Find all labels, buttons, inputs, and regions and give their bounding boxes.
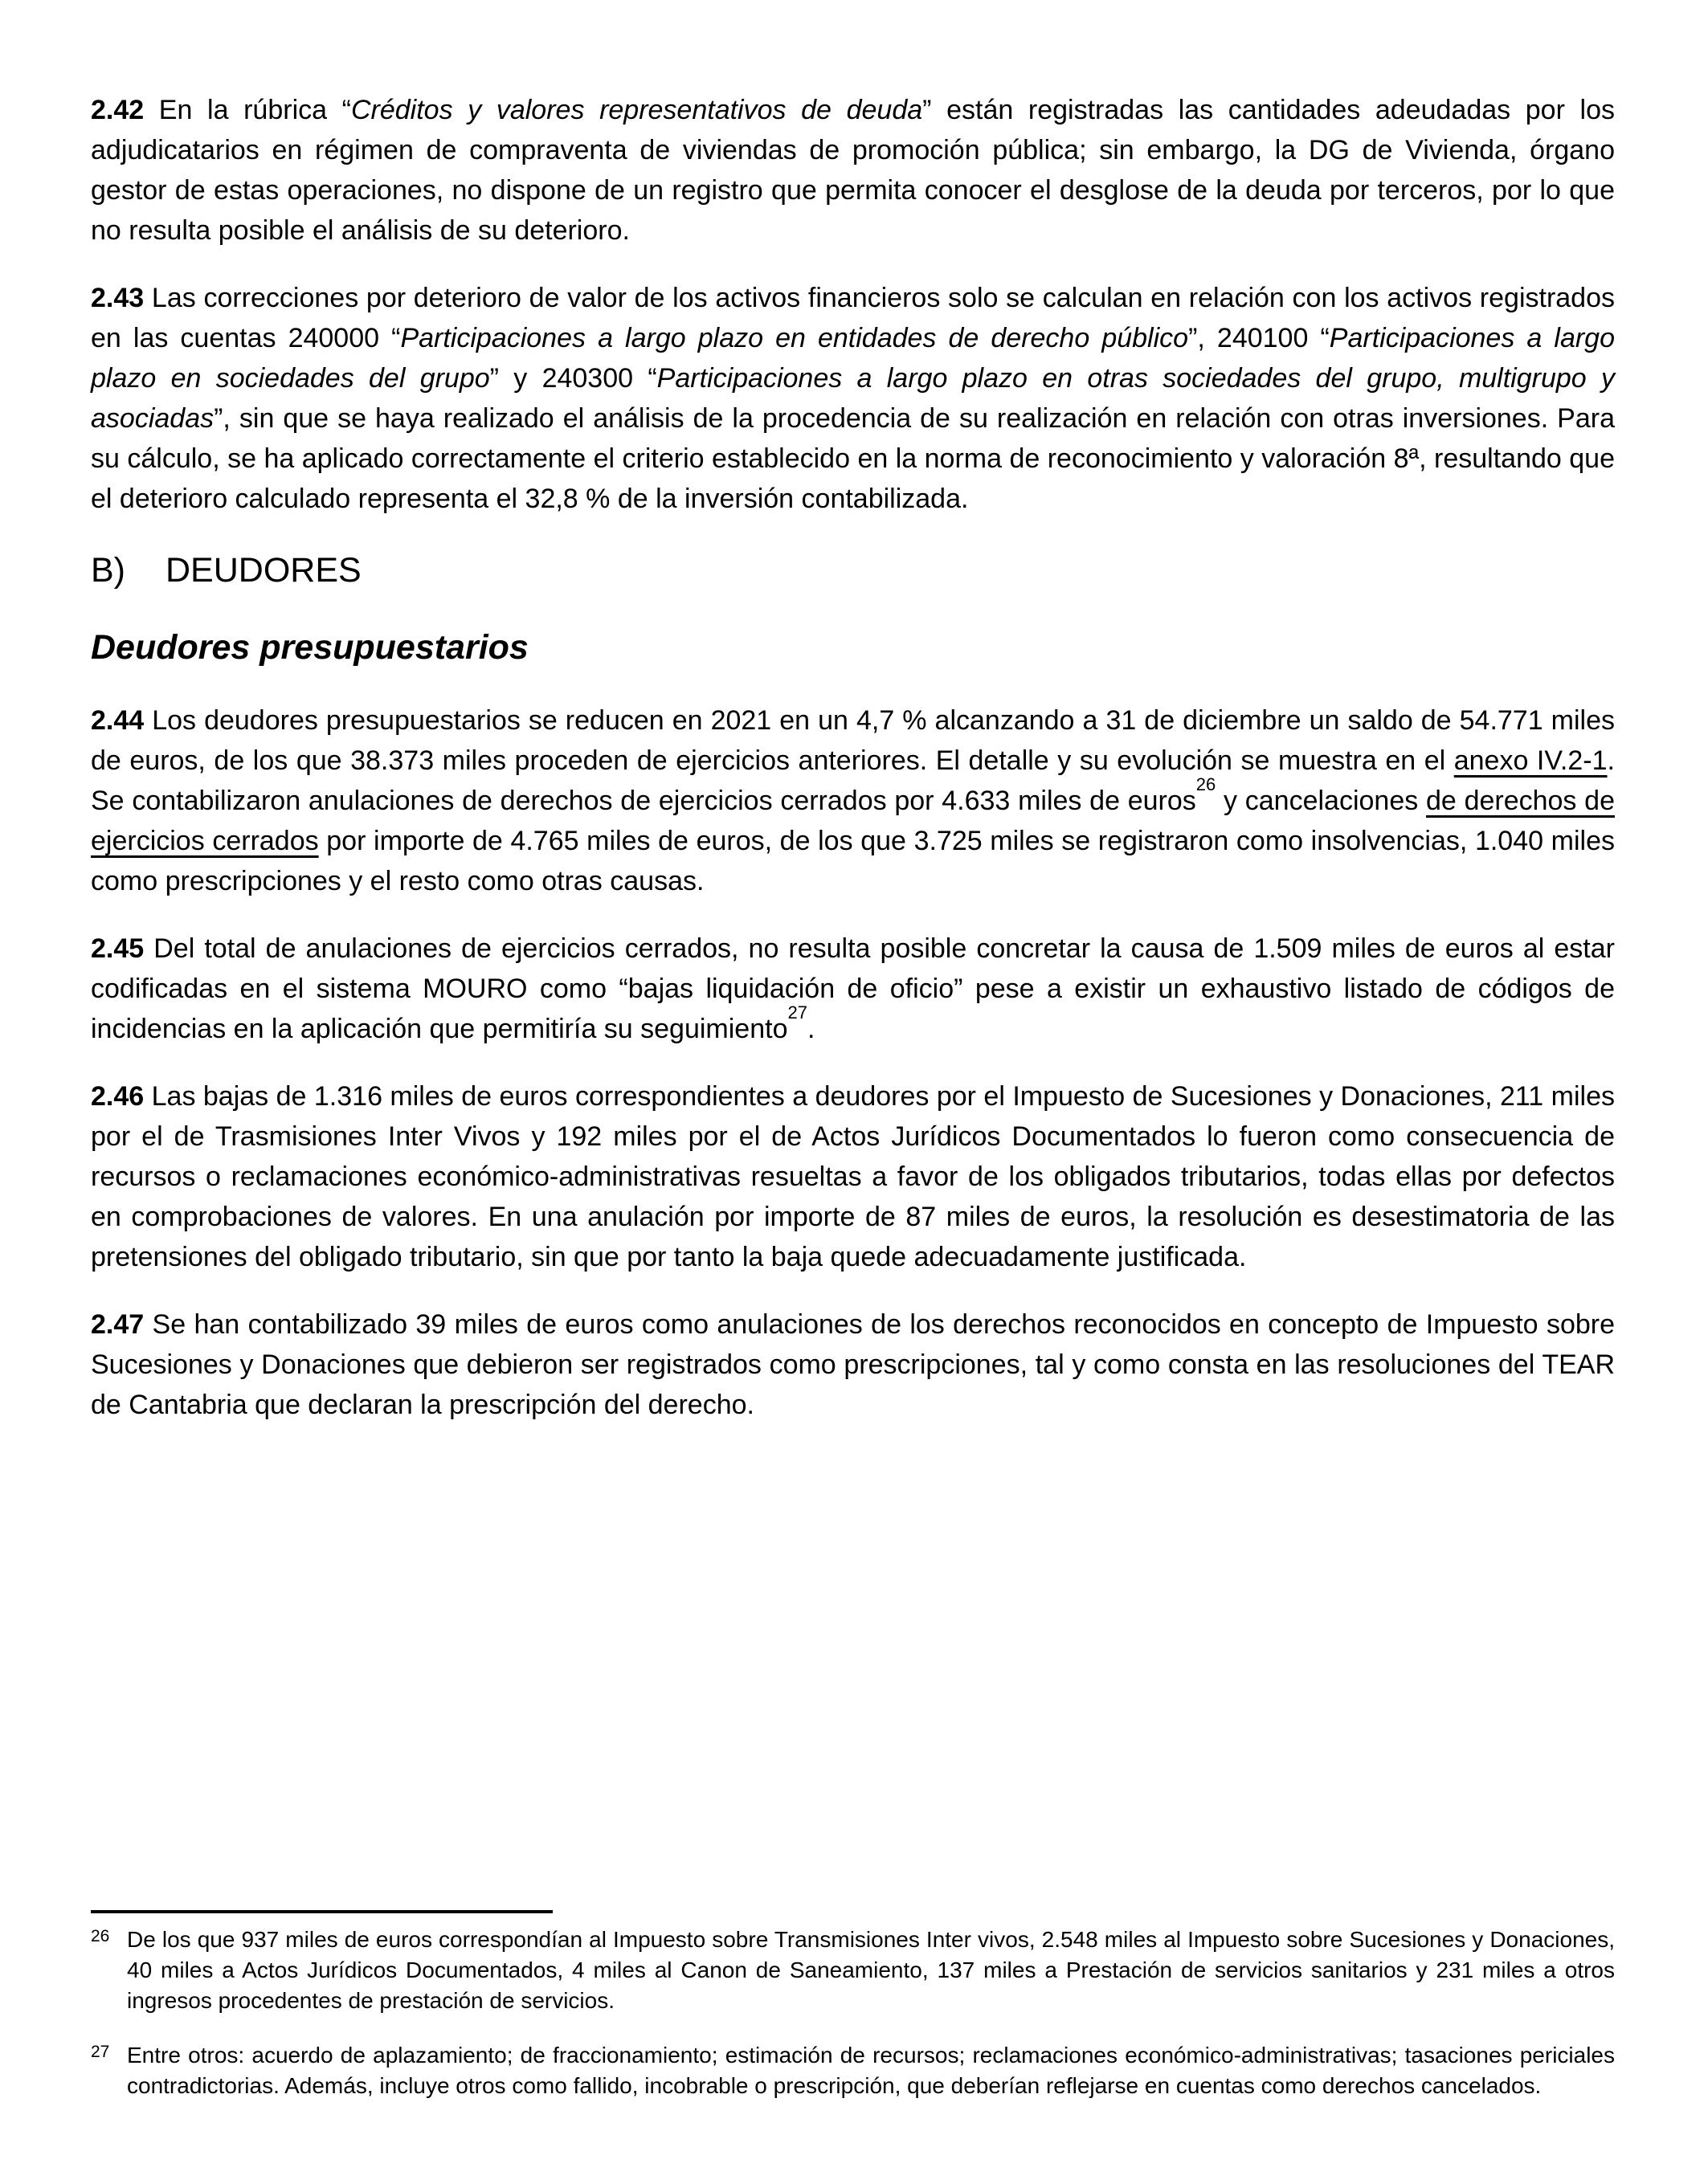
footnote-ref-26: 26 [1195, 774, 1216, 794]
footnote-26 [91, 1925, 1615, 2016]
footnote-marker-27: 27 [91, 2043, 110, 2061]
text-segment: ” están registradas las cantidades adeudadas por los adjudicatarios en régimen de compraventa de viviendas de promoción pública; sin embargo, la DG de Vivienda, órgano gestor de estas operaciones, no dispone de un registro que permita conocer el desglose de la deuda por terceros, por lo que no resulta posible el análisis de su deterioro. [91, 95, 1615, 246]
italic-segment: Participaciones a largo plazo en sociedades del grupo [91, 323, 1615, 394]
paragraph-2-44 [91, 700, 1615, 901]
text-segment: ”, 240100 “ [1188, 323, 1330, 353]
paragraph-number: 2.43 [91, 283, 145, 313]
paragraph-2-46 [91, 1076, 1615, 1277]
paragraph-number: 2.45 [91, 933, 145, 964]
section-letter: B) [91, 551, 125, 590]
footnotes-section [91, 1899, 1615, 2101]
footnote-separator [91, 1910, 553, 1913]
footnote-ref-27: 27 [787, 1002, 807, 1023]
paragraph-number: 2.47 [91, 1309, 145, 1340]
text-segment: . [807, 1014, 815, 1044]
paragraph-2-43 [91, 278, 1615, 519]
text-segment: Las correcciones por deterioro de valor de los activos financieros solo se calculan en relación con los activos registrados en las cuentas 240000 “ [91, 283, 1615, 353]
text-segment: Del total de anulaciones de ejercicios cerrados, no resulta posible concretar la causa de 1.509 miles de euros al estar codificadas en el sistema MOURO como “bajas liquidación de oficio” pese a existir un exhaustivo listado de códigos de incidencias en la aplicación que permitiría su seguimiento [91, 933, 1615, 1044]
text-segment: ”, sin que se haya realizado el análisis de la procedencia de su realización en relación con otras inversiones. Para su cálculo, se ha aplicado correctamente el criterio establecido en la norma de reconocimiento y valoración 8ª, resultando que el deterioro calculado representa el 32,8 % de la inversión contabilizada. [91, 403, 1615, 514]
annex-reference: anexo IV.2-1 [1453, 745, 1608, 776]
paragraph-number: 2.42 [91, 95, 145, 125]
text-segment: y cancelaciones [1216, 786, 1426, 816]
section-title: DEUDORES [165, 551, 362, 590]
paragraph-number: 2.44 [91, 705, 145, 736]
footnote-27 [91, 2040, 1615, 2101]
italic-segment: Créditos y valores representativos de deuda [350, 95, 923, 125]
text-segment: Las bajas de 1.316 miles de euros correspondientes a deudores por el Impuesto de Sucesiones y Donaciones, 211 miles por el de Trasmisiones Inter Vivos y 192 miles por el de Actos Jurídicos Documentados lo fueron como consecuencia de recursos o reclamaciones económico-administrativas resueltas a favor de los obligados tributarios, todas ellas por defectos en comprobaciones de valores. En una anulación por importe de 87 miles de euros, la resolución es desestimatoria de las pretensiones del obligado tributario, sin que por tanto la baja quede adecuadamente justificada. [91, 1081, 1615, 1272]
paragraph-number: 2.46 [91, 1081, 145, 1112]
paragraph-2-47 [91, 1304, 1615, 1425]
footnote-text-26: De los que 937 miles de euros correspondían al Impuesto sobre Transmisiones Inter vivos, 2.548 miles al Impuesto sobre Sucesiones y Donaciones, 40 miles a Actos Jurídicos Documentados, 4 miles al Canon de Saneamiento, 137 miles a Prestación de servicios sanitarios y 231 miles a otros ingresos procedentes de prestación de servicios. [127, 1927, 1615, 2013]
subsection-heading-deudores-presupuestarios: Deudores presupuestarios [91, 628, 529, 667]
footnote-marker-26: 26 [91, 1927, 110, 1945]
text-segment: ” y 240300 “ [489, 363, 657, 394]
italic-segment: Participaciones a largo plazo en entidades de derecho público [400, 323, 1189, 353]
footnote-text-27: Entre otros: acuerdo de aplazamiento; de fraccionamiento; estimación de recursos; reclamaciones económico-administrativas; tasaciones periciales contradictorias. Además, incluye otros como fallido, incobrable o prescripción, que deberían reflejarse en cuentas como derechos cancelados. [127, 2043, 1615, 2098]
section-heading-deudores [91, 546, 1615, 594]
text-segment: Los deudores presupuestarios se reducen en 2021 en un 4,7 % alcanzando a 31 de diciembre un saldo de 54.771 miles de euros, de los que 38.373 miles proceden de ejercicios anteriores. El detalle y su evolución se muestra en el [91, 705, 1615, 776]
paragraph-2-42 [91, 90, 1615, 251]
underlined-segment: de derechos de ejercicios cerrados [91, 786, 1616, 856]
text-segment: En la rúbrica “ [144, 95, 351, 125]
text-segment: por importe de 4.765 miles de euros, de los que 3.725 miles se registraron como insolvencias, 1.040 miles como prescripciones y el resto como otras causas. [91, 826, 1615, 896]
text-segment: Se han contabilizado 39 miles de euros como anulaciones de los derechos reconocidos en concepto de Impuesto sobre Sucesiones y Donaciones que debieron ser registrados como prescripciones, tal y como consta en las resoluciones del TEAR de Cantabria que declaran la prescripción del derecho. [91, 1309, 1615, 1420]
paragraph-2-45 [91, 929, 1615, 1049]
text-segment: . Se contabilizaron anulaciones de derechos de ejercicios cerrados por 4.633 miles de euros [91, 745, 1615, 816]
italic-segment: Participaciones a largo plazo en otras sociedades del grupo, multigrupo y asociadas [91, 363, 1615, 434]
